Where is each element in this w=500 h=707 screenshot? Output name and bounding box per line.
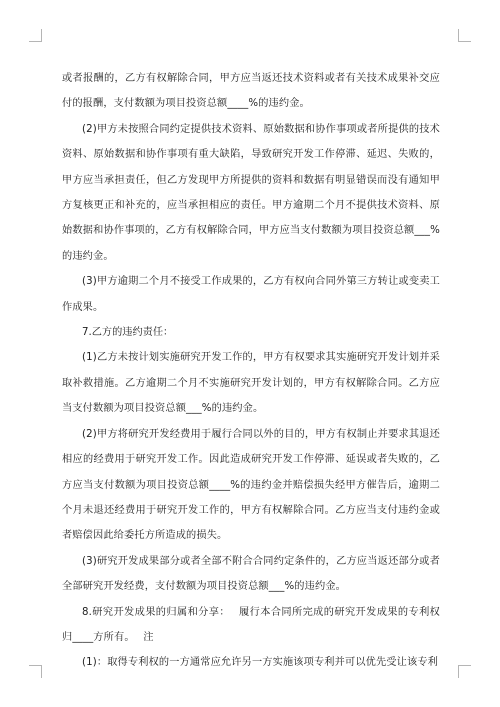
paragraph-note-1: (1)：取得专利权的一方通常应允许另一方实施该项专利并可以优先受让该专利 (82, 657, 439, 669)
paragraph-7-clause-2: (2)甲方将研究开发经费用于履行合同以外的目的，甲方有权制止并要求其退还相应的经费用于研究开发工作。因此造成研究开发工作停滞、延误或者失败的，乙方应当支付数额为项目投资总额____%的违约金并赔偿损失经甲方催告后，逾期二个月未退还经费用于研究开发工作的，甲方有权解除合同。乙方应当支付违约金或者赔偿因此给委托方所造成的损失。 (62, 428, 440, 542)
crop-mark-top-left (29, 29, 42, 42)
paragraph-clause-3: (3)甲方逾期二个月不接受工作成果的，乙方有权向合同外第三方转让或变卖工作成果。 (62, 276, 440, 313)
section-heading-8: 8.研究开发成果的归属和分享： 履行本合同所完成的研究开发成果的专利权归____方所有。 注 (62, 606, 440, 643)
crop-mark-bottom-right (458, 665, 471, 678)
crop-mark-top-right (458, 29, 471, 42)
paragraph-continuation: 或者报酬的，乙方有权解除合同，甲方应当返还技术资料或者有关技术成果补交应付的报酬，支付数额为项目投资总额____%的违约金。 (62, 73, 440, 110)
paragraph-7-clause-3: (3)研究开发成果部分或者全部不附合合同约定条件的，乙方应当返还部分或者全部研究开发经费，支付数额为项目投资总额___%的违约金。 (62, 555, 440, 593)
document-body (62, 66, 440, 676)
section-heading-7: 7.乙方的违约责任： (82, 327, 174, 339)
paragraph-7-clause-1: (1)乙方未按计划实施研究开发工作的，甲方有权要求其实施研究开发计划并采取补救措施。乙方逾期二个月不实施研究开发计划的，甲方有权解除合同。乙方应当支付数额为项目投资总额___%的违约金。 (62, 352, 440, 415)
crop-mark-bottom-left (29, 665, 42, 678)
paragraph-clause-2: (2)甲方未按照合同约定提供技术资料、原始数据和协作事项或者所提供的技术资料、原始数据和协作事项有重大缺陷，导致研究开发工作停滞、延迟、失败的，甲方应当承担责任，但乙方发现甲方所提供的资料和数据有明显错误而没有通知甲方复核更正和补充的，应当承担相应的责任。甲方逾期二个月不提供技术资料、原始数据和协作事项的，乙方有权解除合同，甲方应当支付数额为项目投资总额___%的违约金。 (62, 123, 440, 262)
